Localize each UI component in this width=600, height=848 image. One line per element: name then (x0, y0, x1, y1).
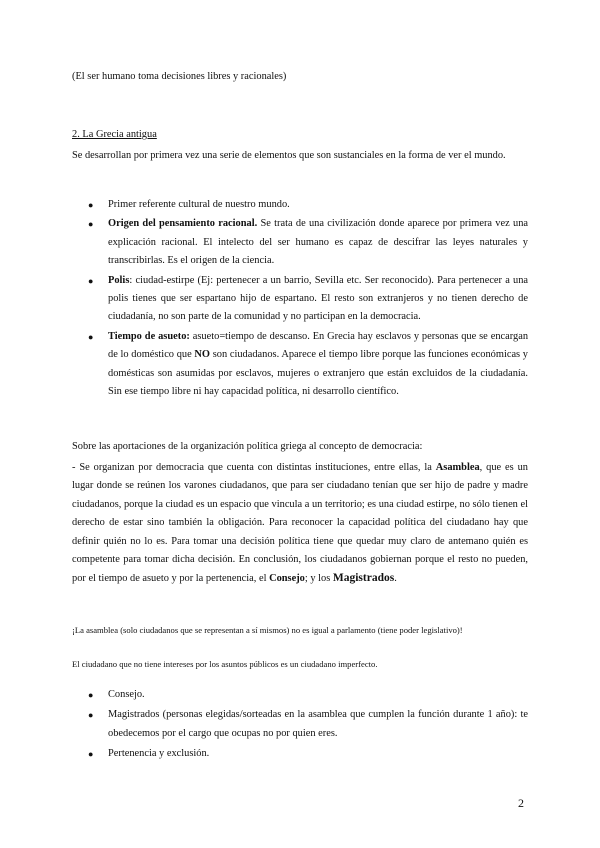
paragraph-text: . (394, 573, 397, 585)
item-text: Pertenencia y exclusión. (108, 748, 210, 760)
bullet-icon: ● (88, 331, 94, 342)
list-item (72, 706, 528, 743)
paragraph-text: - Se organizan por democracia que cuenta con distintas instituciones, entre ellas, la (72, 462, 436, 473)
term-asamblea: Asamblea (435, 462, 480, 473)
item-text: Magistrados (personas elegidas/sorteadas en la asamblea que cumplen la función durante 1 año): te obedecemos por el cargo que ocupas no por quien eres. (108, 709, 528, 739)
list-item (72, 215, 528, 270)
top-note: (El ser humano toma decisiones libres y racionales) (72, 71, 287, 82)
item-text: Consejo. (108, 689, 145, 700)
list-item (72, 745, 528, 763)
term-magistrados: Magistrados (332, 572, 395, 585)
item-text: : ciudad-estirpe (Ej: pertenecer a un barrio, Sevilla etc. Ser reconocido). Para pertenecer a una polis tienes que ser espartano hijo de espartano. El resto son extranjeros y no tienen derecho de ciudadanía, no son parte de la comunidad y no participan en la democracia. (108, 274, 528, 323)
item-text: Se trata de una civilización donde aparece por primera vez una explicación racional. El intelecto del ser humano es capaz de descifrar las leyes naturales y transcribirlas. Es el origen de la ciencia. (108, 218, 528, 267)
democracy-heading: Sobre las aportaciones de la organización política griega al concepto de democracia: (72, 441, 423, 452)
bullet-icon: ● (88, 275, 94, 286)
item-text: asueto=tiempo de descanso. En Grecia hay esclavos y personas que se encargan de lo doméstico que (108, 330, 529, 361)
list-item (72, 328, 528, 402)
term-consejo: Consejo (269, 573, 305, 585)
list-item (72, 196, 528, 214)
item-bold: Tiempo de asueto: (108, 330, 190, 342)
item-bold: Origen del pensamiento racional. (108, 218, 258, 230)
section-heading: 2. La Grecia antigua (72, 129, 157, 140)
bullet-list-secondary (72, 686, 528, 764)
page-number: 2 (518, 796, 524, 810)
item-text: son ciudadanos. Aparece el tiempo libre porque las funciones económicas y domésticas son asumidas por esclavos, mujeres o extranjero que están excluidos de la ciudadanía. Sin ese tiempo libre ni hay capacidad política, ni desarrollo científico. (108, 349, 528, 398)
bullet-icon: ● (88, 749, 94, 760)
bullet-list-main (72, 196, 528, 401)
bullet-icon: ● (88, 200, 94, 210)
item-bold: Polis (108, 274, 130, 286)
democracy-paragraph (72, 459, 528, 589)
bullet-icon: ● (88, 690, 94, 700)
paragraph-text: , que es un lugar donde se reúnen los varones ciudadanos, que para ser ciudadano tenían que ser hijo de padre y madre ciudadanos, porque la ciudad es un espacio que vincula a un territorio; es una ciudad estirpe, no sólo tienen el derecho de estar sino también la obligación. Para reconocer la capacidad política del ciudadano hay que definir quién no lo es. Para tomar una decisión política tiene que quedar muy claro de antemano quién es competente para tomar dicha decisión. En conclusión, los ciudadanos gobiernan porque el resto no pueden, por el tiempo de asueto y por la pertenencia, el (72, 462, 528, 585)
note-ciudadano: El ciudadano que no tiene intereses por los asuntos públicos es un ciudadano imperfecto. (72, 659, 378, 669)
bullet-icon: ● (88, 710, 94, 721)
note-asamblea: ¡La asamblea (solo ciudadanos que se representan a sí mismos) no es igual a parlamento (tiene poder legislativo)! (72, 625, 463, 635)
item-bold-no: NO (194, 349, 211, 361)
list-item (72, 272, 528, 327)
bullet-icon: ● (88, 219, 94, 230)
paragraph-text: ; y los (304, 573, 333, 585)
section-intro: Se desarrollan por primera vez una serie de elementos que son sustanciales en la forma de ver el mundo. (72, 150, 506, 161)
list-item (72, 686, 528, 704)
item-text: Primer referente cultural de nuestro mundo. (108, 199, 290, 210)
